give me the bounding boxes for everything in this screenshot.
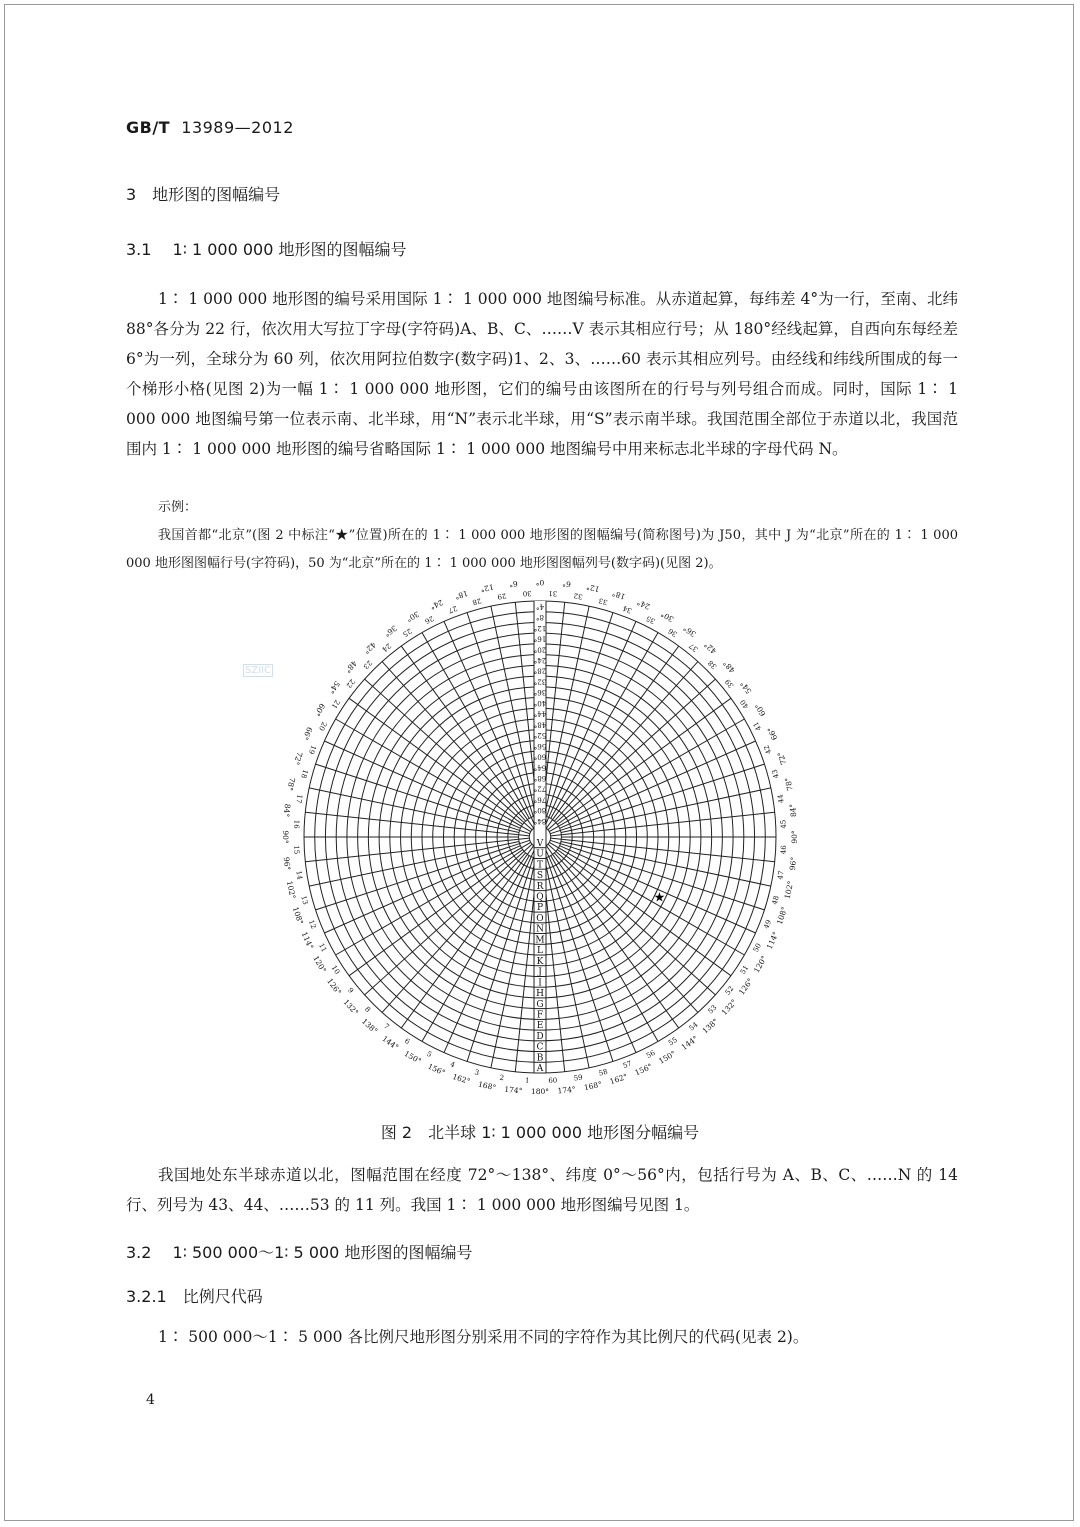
meridian-line — [561, 842, 771, 887]
longitude-label: 48° — [721, 658, 737, 675]
row-letter-label: D — [536, 1032, 544, 1042]
longitude-label: 54° — [738, 679, 754, 696]
meridian-line — [554, 853, 698, 1013]
column-number-label: 35 — [645, 614, 657, 626]
longitude-label: 126° — [325, 976, 344, 997]
column-number-label: 37 — [687, 641, 700, 654]
column-number-label: 17 — [294, 793, 304, 804]
column-number-label: 12 — [306, 918, 318, 930]
longitude-label: 150° — [657, 1048, 678, 1066]
example-text: 我国首都“北京”(图 2 中标注“★”位置)所在的 1∶ 1 000 000 地形图的图幅编号(简称图号)为 J50，其中 J 为“北京”所在的 1∶ 1 000 000 地形图图幅行号(字符码)，50 为“北京”所在的 1∶ 1 000 000 地形图图幅列号(数字码)(见图 2)。 — [126, 528, 958, 571]
column-number-label: 3 — [473, 1068, 480, 1078]
column-number-label: 36 — [666, 626, 679, 639]
column-number-label: 22 — [344, 677, 357, 690]
latitude-label: 44° — [533, 709, 547, 718]
longitude-label: 84° — [787, 803, 799, 818]
column-number-label: 2 — [498, 1073, 505, 1083]
column-number-label: 9 — [345, 986, 355, 995]
longitude-label: 60° — [312, 701, 327, 718]
paragraph-text: 1∶ 1 000 000 地形图的编号采用国际 1∶ 1 000 000 地图编号标准。从赤道起算，每纬差 4°为一行，至南、北纬 88°各分为 22 行，依次用大写拉丁字母(字符码)A、B、C、……V 表示其相应行号；从 180°经线起算，自西向东每经差 6°为一列，全球分为 60 列，依次用阿拉伯数字(数字码)1、2、3、……60 表示其相应列号。由经线和纬线所围成的每一个梯形小格(见图 2)为一幅 1∶ 1 000 000 地形图，它们的编号由该图所在的行号与列号组合而成。同时，国际 1∶ 1 000 000 地图编号第一位表示南、北半球，用“N”表示北半球，用“S”表示南半球。我国范围全部位于赤道以北，我国范围内 1∶ 1 000 000 地形图的编号省略国际 1∶ 1 000 000 地图编号中用来标志北半球的字母代码 N。 — [126, 290, 958, 458]
row-letter-label: U — [536, 849, 544, 860]
column-number-label: 46 — [779, 845, 788, 855]
column-number-label: 26 — [423, 614, 435, 626]
row-letter-label: E — [536, 1021, 544, 1032]
row-letter-label: P — [536, 903, 544, 914]
longitude-label: 54° — [326, 679, 342, 696]
section-3-2-1-paragraph — [126, 1322, 958, 1352]
column-number-label: 54 — [687, 1020, 700, 1033]
longitude-label: 120° — [311, 954, 329, 975]
row-letter-label: B — [536, 1053, 544, 1064]
column-number-label: 50 — [751, 942, 763, 954]
meridian-line — [551, 812, 775, 836]
meridian-line — [309, 788, 519, 833]
section-3-2-1-title: 3.2.1 比例尺代码 — [126, 1287, 263, 1306]
longitude-label: 114° — [764, 930, 781, 951]
column-number-label: 33 — [597, 596, 609, 607]
meridian-line — [561, 788, 771, 833]
longitude-label: 6° — [561, 578, 572, 589]
row-letter-label: M — [535, 935, 545, 946]
section-3-title: 3 地形图的图幅编号 — [126, 185, 281, 204]
column-number-label: 42 — [762, 744, 774, 756]
row-letter-label: L — [537, 946, 543, 957]
longitude-label: 126° — [736, 976, 755, 997]
longitude-label: 114° — [299, 930, 316, 951]
longitude-label: 108° — [774, 905, 790, 926]
column-number-label: 49 — [762, 918, 774, 930]
row-letter-label: N — [536, 924, 544, 935]
longitude-label: 48° — [343, 658, 359, 675]
figure-caption: 图 2 北半球 1∶ 1 000 000 地形图分幅编号 — [380, 1123, 700, 1142]
longitude-label: 18° — [610, 588, 627, 602]
column-number-label: 19 — [306, 744, 318, 756]
longitude-label: 156° — [426, 1061, 447, 1078]
column-number-label: 28 — [471, 596, 483, 607]
latitude-label: 24° — [533, 656, 547, 664]
row-letter-label: A — [536, 1064, 544, 1075]
longitude-label: 156° — [633, 1061, 654, 1078]
column-number-label: 45 — [779, 819, 788, 829]
section-3-1-title: 3.1 1∶ 1 000 000 地形图的图幅编号 — [126, 240, 407, 259]
column-number-label: 29 — [496, 591, 507, 601]
row-letter-label: F — [536, 1010, 544, 1021]
longitude-label: 144° — [380, 1033, 401, 1052]
longitude-label: 108° — [290, 905, 306, 926]
column-number-label: 48 — [770, 894, 781, 906]
longitude-label: 102° — [284, 880, 298, 900]
row-letter-label: S — [536, 871, 544, 881]
latitude-label: 52° — [533, 731, 547, 740]
column-number-label: 6 — [403, 1037, 412, 1047]
watermark-logo: SZIIC — [245, 665, 272, 676]
latitude-label: 16° — [533, 634, 547, 643]
row-letter-label: R — [536, 881, 544, 892]
latitude-label: 48° — [533, 720, 547, 729]
column-number-label: 15 — [292, 845, 301, 855]
latitude-label: 72° — [533, 784, 547, 793]
latitude-label: 8° — [536, 613, 544, 622]
meridian-line — [382, 662, 525, 822]
meridian-line — [305, 838, 529, 862]
longitude-label: 144° — [679, 1033, 700, 1052]
column-number-label: 43 — [770, 768, 781, 780]
longitude-label: 12° — [585, 582, 601, 594]
longitude-label: 168° — [583, 1079, 603, 1093]
meridian-line — [382, 853, 525, 1013]
longitude-label: 42° — [361, 640, 378, 656]
latitude-label: 84° — [533, 816, 547, 825]
latitude-label: 40° — [533, 698, 547, 707]
longitude-label: 90° — [281, 830, 290, 844]
paragraph-text: 我国地处东半球赤道以北，图幅范围在经度 72°～138°、纬度 0°～56°内，包括行号为 A、B、C、……N 的 14 行、列号为 43、44、……53 的 11 列。我国 1∶ 1 000 000 地形图编号见图 1。 — [126, 1166, 958, 1214]
longitude-label: 30° — [404, 609, 421, 624]
column-number-label: 27 — [447, 603, 459, 615]
column-number-label: 1 — [524, 1076, 530, 1085]
longitude-label: 78° — [783, 776, 795, 792]
column-number-label: 7 — [382, 1022, 391, 1032]
longitude-label: 96° — [787, 856, 799, 871]
column-number-label: 13 — [299, 894, 310, 906]
longitude-label: 30° — [659, 609, 676, 624]
column-number-label: 60 — [548, 1076, 558, 1085]
column-number-label: 30 — [522, 589, 532, 598]
longitude-label: 42° — [702, 640, 719, 656]
latitude-label: 60° — [533, 752, 547, 761]
longitude-label: 66° — [300, 725, 315, 742]
longitude-label: 18° — [453, 588, 470, 602]
column-number-label: 14 — [294, 870, 304, 881]
longitude-label: 102° — [782, 880, 796, 900]
longitude-label: 36° — [681, 623, 698, 639]
longitude-label: 162° — [451, 1071, 472, 1087]
paragraph-text: 1∶ 500 000～1∶ 5 000 各比例尺地形图分别采用不同的字符作为其比例尺的代码(见表 2)。 — [158, 1328, 809, 1346]
column-number-label: 52 — [723, 984, 736, 997]
latitude-label: 36° — [533, 688, 547, 697]
row-letter-label: T — [536, 860, 544, 871]
column-number-label: 10 — [329, 963, 342, 976]
longitude-label: 180° — [530, 1087, 550, 1096]
row-letter-label: J — [538, 967, 542, 978]
longitude-label: 24° — [635, 597, 652, 612]
column-number-label: 57 — [621, 1059, 633, 1071]
column-number-label: 53 — [706, 1003, 719, 1016]
row-letter-label: V — [536, 838, 544, 849]
longitude-label: 96° — [281, 856, 293, 871]
beijing-star-marker: ★ — [653, 890, 666, 906]
longitude-label: 132° — [341, 997, 361, 1017]
latitude-label: 80° — [533, 806, 547, 815]
latitude-label: 68° — [533, 774, 547, 782]
column-number-label: 58 — [597, 1067, 609, 1078]
row-letter-label: H — [536, 989, 544, 999]
longitude-label: 162° — [608, 1071, 629, 1087]
meridian-line — [309, 842, 519, 887]
column-number-label: 5 — [425, 1049, 434, 1059]
row-letter-label: Q — [536, 892, 544, 903]
column-number-label: 20 — [317, 720, 329, 732]
latitude-label: 28° — [533, 666, 547, 675]
longitude-label: 24° — [428, 597, 445, 612]
column-number-label: 55 — [666, 1035, 679, 1048]
longitude-label: 84° — [281, 803, 293, 818]
latitude-label: 76° — [533, 795, 547, 804]
longitude-label: 0° — [535, 578, 545, 587]
longitude-label: 36° — [382, 623, 399, 639]
longitude-label: 150° — [402, 1048, 423, 1066]
latitude-label: 64° — [533, 763, 547, 772]
column-number-label: 40 — [738, 698, 751, 711]
longitude-label: 6° — [508, 578, 519, 589]
latitude-label: 12° — [533, 623, 547, 632]
column-number-label: 18 — [299, 768, 310, 780]
column-number-label: 56 — [645, 1048, 657, 1060]
longitude-label: 78° — [285, 776, 297, 792]
latitude-label: 4° — [536, 602, 544, 611]
longitude-label: 174° — [503, 1084, 523, 1096]
longitude-label: 168° — [477, 1079, 497, 1093]
longitude-label: 12° — [479, 582, 495, 594]
longitude-label: 90° — [790, 830, 799, 844]
longitude-label: 60° — [753, 701, 768, 718]
column-number-label: 11 — [317, 942, 329, 954]
row-letter-label: C — [536, 1042, 544, 1053]
row-letter-label: I — [538, 978, 542, 989]
example-label: 示例： — [158, 500, 198, 515]
longitude-label: 120° — [751, 954, 769, 975]
column-number-label: 41 — [751, 720, 763, 732]
longitude-label: 72° — [291, 750, 305, 767]
column-number-label: 31 — [548, 589, 558, 598]
meridian-line — [551, 838, 775, 862]
latitude-label: 32° — [533, 677, 547, 686]
column-number-label: 51 — [738, 963, 751, 976]
column-number-label: 8 — [363, 1005, 372, 1014]
latitude-label: 20° — [533, 645, 547, 654]
section-3-1-paragraph-2 — [126, 1160, 958, 1220]
page-number: 4 — [146, 1392, 155, 1408]
column-number-label: 4 — [449, 1060, 457, 1070]
section-3-2-title: 3.2 1∶ 500 000～1∶ 5 000 地形图的图幅编号 — [126, 1243, 473, 1262]
column-number-label: 25 — [401, 626, 414, 639]
column-number-label: 16 — [292, 819, 301, 829]
column-number-label: 24 — [380, 641, 393, 654]
column-number-label: 38 — [706, 658, 719, 671]
meridian-line — [554, 662, 698, 822]
standard-code: GB/T — [126, 118, 171, 137]
longitude-label: 174° — [557, 1084, 577, 1096]
column-number-label: 47 — [776, 870, 786, 881]
longitude-label: 138° — [700, 1016, 720, 1036]
longitude-label: 138° — [360, 1016, 380, 1036]
column-number-label: 44 — [776, 793, 786, 804]
row-letter-label: K — [536, 956, 544, 967]
column-number-label: 23 — [361, 658, 374, 671]
column-number-label: 34 — [621, 603, 633, 615]
column-number-label: 32 — [573, 591, 584, 601]
standard-number: 13989—2012 — [181, 118, 294, 137]
row-letter-label: O — [536, 914, 544, 924]
longitude-label: 132° — [719, 997, 739, 1017]
column-number-label: 39 — [723, 677, 736, 690]
longitude-label: 66° — [765, 725, 780, 742]
row-letter-label: G — [536, 999, 544, 1010]
column-number-label: 21 — [329, 698, 342, 711]
longitude-label: 72° — [775, 750, 789, 767]
latitude-label: 56° — [533, 741, 547, 750]
column-number-label: 59 — [573, 1073, 584, 1083]
meridian-line — [305, 812, 529, 836]
